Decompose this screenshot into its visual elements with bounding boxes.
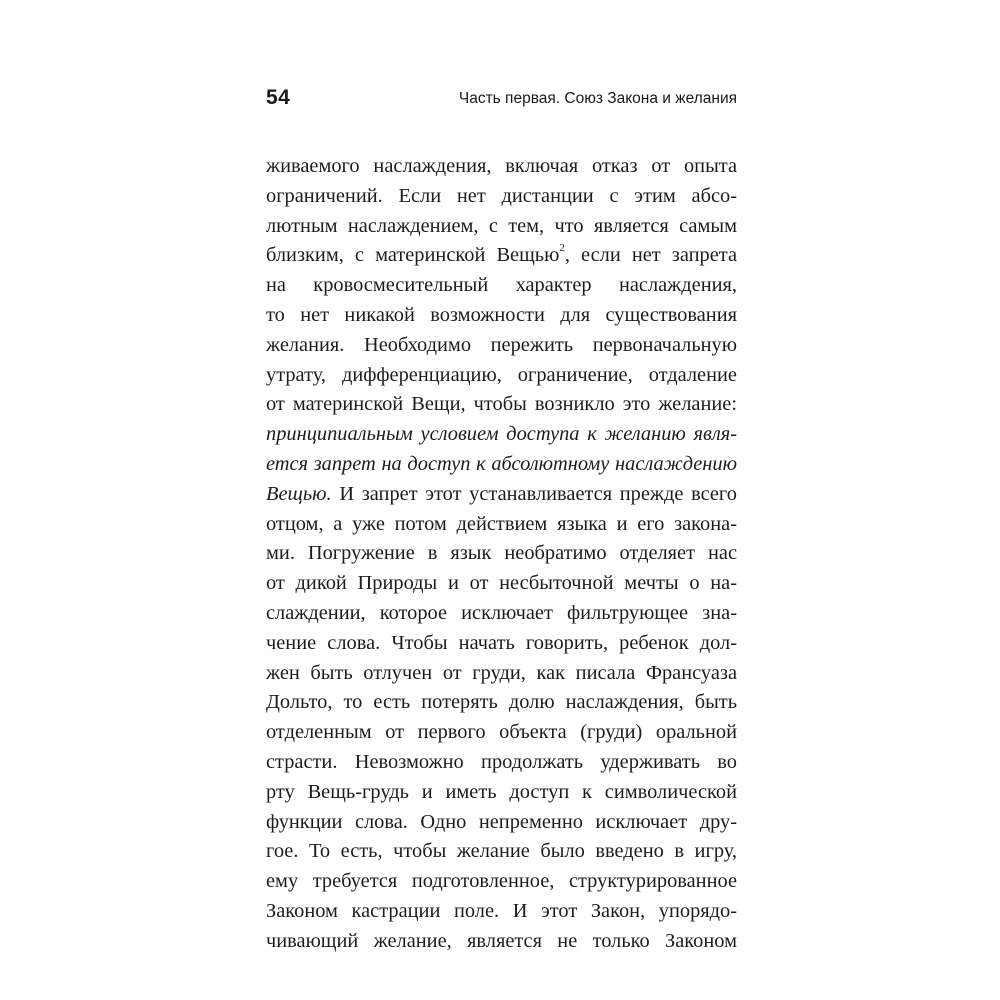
text-line: от дикой Природы и от несбыточной мечты о на-: [266, 572, 737, 595]
body-text: [266, 152, 737, 957]
text-line: Законом кастрации поле. И этот Закон, упорядо-: [266, 899, 737, 922]
text-line: рту Вещь-грудь и иметь доступ к символической: [266, 780, 737, 803]
emphasized-line: принципиальным условием доступа к желанию явля-: [266, 423, 737, 446]
text-line: чение слова. Чтобы начать говорить, ребенок дол-: [266, 631, 737, 654]
text-line: лютным наслаждением, с тем, что является самым: [266, 214, 737, 237]
text-line: жен быть отлучен от груди, как писала Франсуаза: [266, 661, 737, 684]
text-line: близким, с материнской Вещью$^2$, если нет запрета: [266, 241, 737, 267]
text-line: от материнской Вещи, чтобы возникло это желание:: [266, 393, 737, 416]
text-line: живаемого наслаждения, включая отказ от опыта: [266, 155, 737, 177]
footnote-reference[interactable]: 2: [559, 241, 565, 254]
text-line: отцом, а уже потом действием языка и его закона-: [266, 512, 737, 535]
text-line: желания. Необходимо пережить первоначальную: [266, 333, 737, 356]
text-line: Вещью. И запрет этот устанавливается прежде всего: [266, 482, 737, 505]
text-line: гое. То есть, чтобы желание было введено в игру,: [266, 840, 737, 863]
text-line: слаждении, которое исключает фильтрующее зна-: [266, 601, 737, 624]
text-line: утрату, дифференциацию, ограничение, отдаление: [266, 363, 737, 386]
page-number: 54: [266, 86, 291, 109]
text-line: функции слова. Одно непременно исключает дру-: [266, 810, 737, 833]
text-line: на кровосмесительный характер наслаждения,: [266, 274, 737, 297]
text-line: ему требуется подготовленное, структурированное: [266, 870, 737, 893]
text-line: чивающий желание, является не только Законом: [266, 929, 737, 952]
emphasized-line: ется запрет на доступ к абсолютному наслаждению: [266, 452, 737, 475]
text-line: отделенным от первого объекта (груди) оральной: [266, 721, 737, 744]
page-header: [266, 84, 737, 118]
text-line: страсти. Невозможно продолжать удерживать во: [266, 750, 737, 773]
text-line: Дольто, то есть потерять долю наслаждения, быть: [266, 691, 737, 714]
emphasized-word: Вещью.: [266, 482, 332, 505]
text-line: ми. Погружение в язык необратимо отделяет нас: [266, 542, 737, 565]
running-head: Часть первая. Союз Закона и желания: [458, 90, 737, 107]
text-line: ограничений. Если нет дистанции с этим абсо-: [266, 184, 737, 207]
text-line: то нет никакой возможности для существования: [266, 303, 737, 326]
